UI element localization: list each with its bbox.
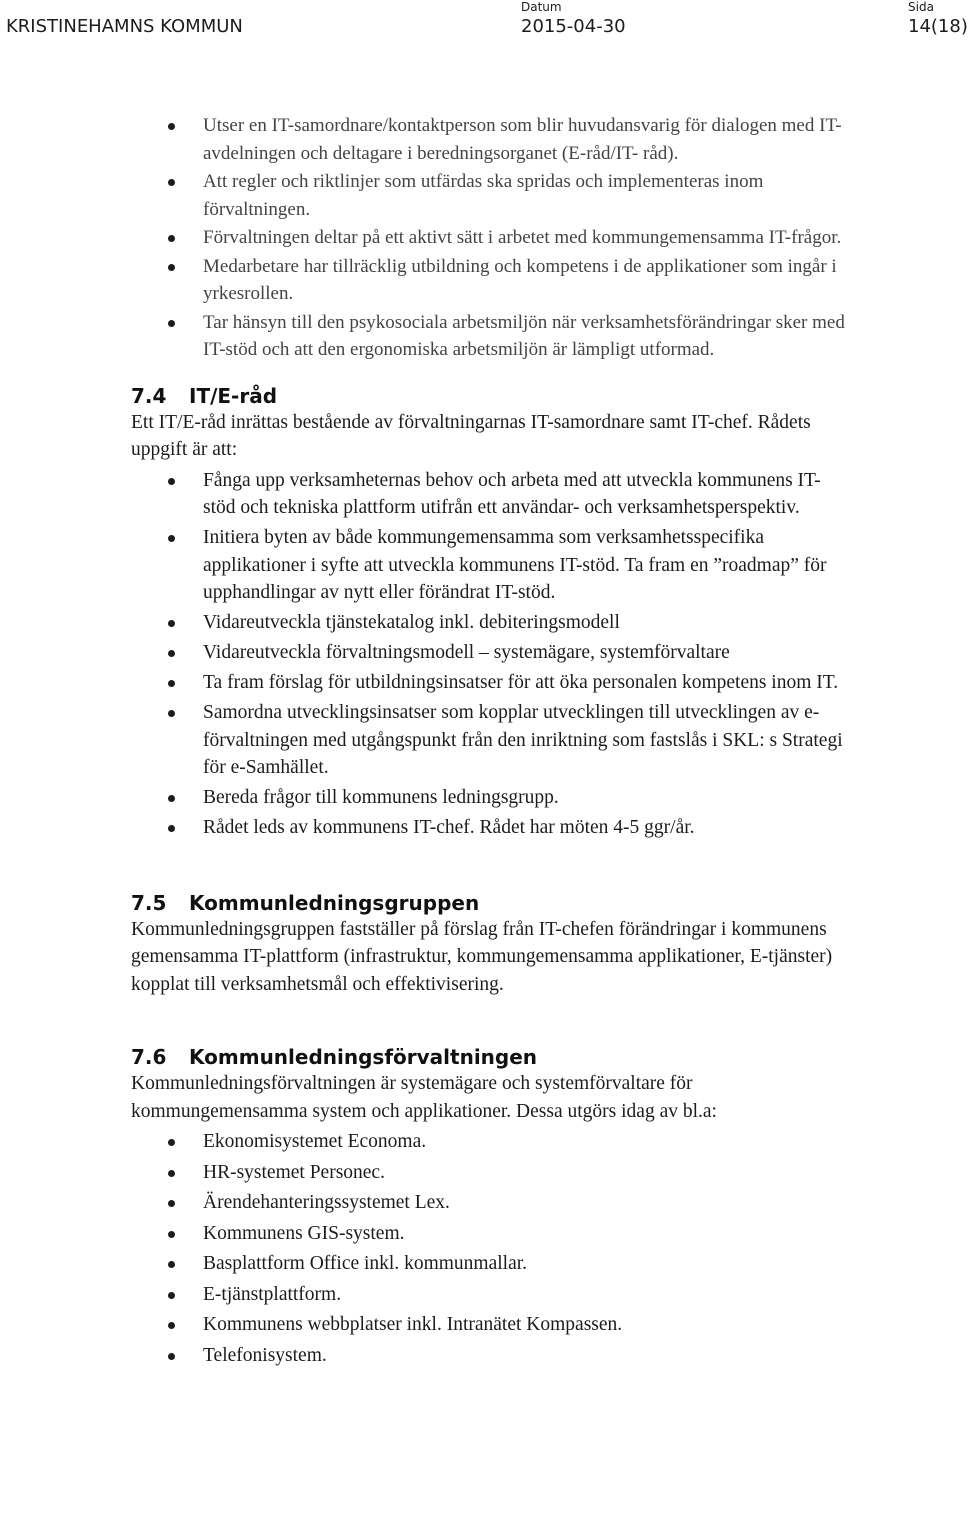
section-number: 7.4 bbox=[131, 383, 167, 408]
organization-name: KRISTINEHAMNS KOMMUN bbox=[6, 16, 243, 37]
section-title: Kommunledningsgruppen bbox=[189, 890, 480, 915]
list-item: Samordna utvecklingsinsatser som kopplar utvecklingen till utvecklingen av e-förvaltningen med utgångspunkt från den inriktning som fastslås i SKL: s Strategi för e-Samhället. bbox=[131, 699, 851, 782]
section-number: 7.5 bbox=[131, 890, 167, 915]
section-paragraph: Ett IT/E-råd inrättas bestående av förvaltningarnas IT-samordnare samt IT-chef. Rådets uppgift är att: bbox=[131, 411, 811, 460]
list-item: E-tjänstplattform. bbox=[131, 1281, 851, 1309]
list-item: Att regler och riktlinjer som utfärdas ska spridas och implementeras inom förvaltningen. bbox=[131, 168, 851, 223]
section-heading-7-5 bbox=[131, 890, 851, 916]
list-item: Ärendehanteringssystemet Lex. bbox=[131, 1189, 851, 1217]
page-number: 14(18) bbox=[908, 16, 968, 37]
list-item: Kommunens GIS-system. bbox=[131, 1220, 851, 1248]
list-item: Utser en IT-samordnare/kontaktperson som blir huvudansvarig för dialogen med IT-avdelningen och deltagare i beredningsorganet (E-råd/IT- råd). bbox=[131, 112, 851, 167]
date-value: 2015-04-30 bbox=[521, 16, 626, 37]
intro-bullet-list bbox=[131, 112, 851, 364]
list-item: Vidareutveckla tjänstekatalog inkl. debiteringsmodell bbox=[131, 609, 851, 637]
list-item: Förvaltningen deltar på ett aktivt sätt i arbetet med kommungemensamma IT-frågor. bbox=[131, 224, 851, 252]
section-heading-7-6 bbox=[131, 1044, 851, 1070]
list-item: Bereda frågor till kommunens ledningsgrupp. bbox=[131, 784, 851, 812]
date-block bbox=[521, 0, 626, 38]
list-item: Medarbetare har tillräcklig utbildning och kompetens i de applikationer som ingår i yrkesrollen. bbox=[131, 253, 851, 308]
list-item: HR-systemet Personec. bbox=[131, 1159, 851, 1187]
list-item: Telefonisystem. bbox=[131, 1342, 851, 1370]
section-paragraph: Kommunledningsgruppen fastställer på förslag från IT-chefen förändringar i kommunens gemensamma IT-plattform (infrastruktur, kommungemensamma applikationer, E-tjänster) kopplat till verksamhetsmål och effektivisering. bbox=[131, 918, 833, 995]
section-title: IT/E-råd bbox=[189, 383, 278, 408]
section-paragraph: Kommunledningsförvaltningen är systemägare och systemförvaltare för kommungemensamma system och applikationer. Dessa utgörs idag av bl.a: bbox=[131, 1073, 717, 1122]
list-item: Fånga upp verksamheternas behov och arbeta med att utveckla kommunens IT-stöd och tekniska plattform utifrån ett användar- och verksamhetsperspektiv. bbox=[131, 467, 851, 522]
list-item: Ekonomisystemet Economa. bbox=[131, 1128, 851, 1156]
list-item: Tar hänsyn till den psykosociala arbetsmiljön när verksamhetsförändringar sker med IT-stöd och att den ergonomiska arbetsmiljön är lämpligt utformad. bbox=[131, 309, 851, 364]
list-item: Initiera byten av både kommungemensamma som verksamhetsspecifika applikationer i syfte att utveckla kommunens IT-stöd. Ta fram en ”roadmap” för upphandlingar av nytt eller förändrat IT-stöd. bbox=[131, 524, 851, 607]
document-body bbox=[131, 112, 851, 1372]
list-item: Basplattform Office inkl. kommunmallar. bbox=[131, 1250, 851, 1278]
section-title: Kommunledningsförvaltningen bbox=[189, 1045, 538, 1069]
section-number: 7.6 bbox=[131, 1045, 167, 1069]
section-7-4-bullet-list bbox=[131, 467, 851, 842]
list-item: Kommunens webbplatser inkl. Intranätet Kompassen. bbox=[131, 1311, 851, 1339]
date-label: Datum bbox=[521, 0, 562, 14]
list-item: Rådet leds av kommunens IT-chef. Rådet har möten 4-5 ggr/år. bbox=[131, 814, 851, 842]
page-header bbox=[0, 0, 968, 44]
section-7-6-bullet-list bbox=[131, 1128, 851, 1369]
list-item: Vidareutveckla förvaltningsmodell – systemägare, systemförvaltare bbox=[131, 639, 851, 667]
section-heading-7-4 bbox=[131, 383, 851, 409]
page-number-block bbox=[908, 0, 968, 38]
list-item: Ta fram förslag för utbildningsinsatser för att öka personalen kompetens inom IT. bbox=[131, 669, 851, 697]
page-label: Sida bbox=[908, 0, 934, 14]
